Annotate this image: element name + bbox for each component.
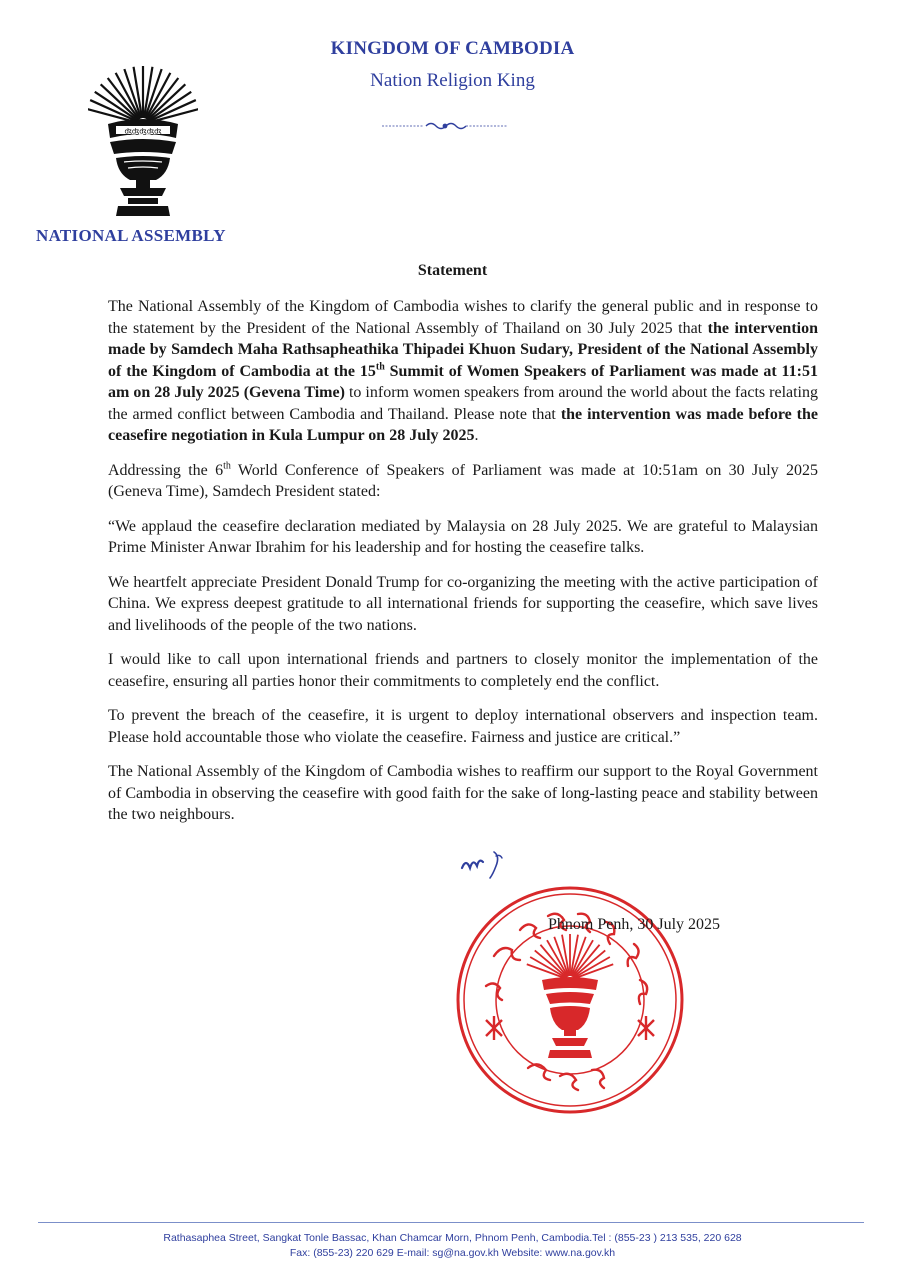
- paragraph-1: [108, 296, 818, 447]
- p1-bold-a: the intervention made by Samdech Maha Rathsapheathika Thipadei Khuon Sudary, President of the National Assembly of the Kingdom of Cambodia at the 15: [108, 319, 819, 380]
- paragraph-6: To prevent the breach of the ceasefire, it is urgent to deploy international observers and inspection team. Please hold accountable those who violate the ceasefire. Fairness and justice are critical.”: [108, 707, 818, 746]
- p1-text-c: to inform women speakers from around the world about the facts relating the armed conflict between Cambodia and Thailand. Please note that: [108, 384, 819, 423]
- p1-text-e: .: [474, 427, 479, 444]
- national-motto: Nation Religion King: [370, 70, 535, 91]
- p2-text-a: Addressing the 6: [108, 461, 224, 479]
- paragraph-5: I would like to call upon international friends and partners to closely monitor the implementation of the ceasefire, ensuring all parties honor their commitments to completely end the conflict.: [108, 651, 818, 690]
- statement-body: [108, 296, 818, 839]
- kingdom-title: KINGDOM OF CAMBODIA: [330, 38, 575, 59]
- footer-contact: Fax: (855-23) 220 629 E-mail: sg@na.gov.kh Website: www.na.gov.kh: [289, 1247, 616, 1259]
- paragraph-4: We heartfelt appreciate President Donald Trump for co-organizing the meeting with the active participation of China. We express deepest gratitude to all international friends for supporting the ceasefire, which save lives and livelihoods of the people of the two nations.: [108, 573, 818, 634]
- paragraph-3: “We applaud the ceasefire declaration mediated by Malaysia on 28 July 2025. We are grateful to Malaysian Prime Minister Anwar Ibrahim for his leadership and for hosting the ceasefire talks.: [108, 517, 818, 556]
- svg-text:ʤʤʤʤʤ: ʤʤʤʤʤ: [124, 127, 162, 136]
- paragraph-7: The National Assembly of the Kingdom of Cambodia wishes to reaffirm our support to the Royal Government of Cambodia in observing the ceasefire with good faith for the sake of long-lasting peace and stability between the two neighbours.: [108, 763, 818, 823]
- p1-bold-b: Summit of Women Speakers of Parliament was made at 11:51 am on 28 July 2025 (Gevena Time): [108, 362, 819, 401]
- statement-title: Statement: [417, 262, 488, 279]
- footer-divider: [38, 1222, 864, 1223]
- p2-superscript: th: [223, 460, 231, 472]
- p1-bold-c: the intervention was made before the ceasefire negotiation in Kula Lumpur on 28 July 2025: [108, 405, 818, 444]
- handwritten-initials-icon: [458, 846, 518, 880]
- ornament-divider-icon: [380, 118, 510, 134]
- p1-superscript: th: [375, 361, 385, 373]
- royal-emblem-icon: [88, 62, 198, 220]
- paragraph-2: [108, 460, 818, 503]
- p2-text-b: World Conference of Speakers of Parliament was made at 10:51am on 30 July 2025 (Geneva Time), Samdech President stated:: [108, 461, 818, 500]
- footer-address: Rathasaphea Street, Sangkat Tonle Bassac, Khan Chamcar Morn, Phnom Penh, Cambodia.Tel : (855-23 ) 213 535, 220 628: [163, 1232, 742, 1244]
- p1-text-a: The National Assembly of the Kingdom of Cambodia wishes to clarify the general public and in response to the statement by the President of the National Assembly of Thailand on 30 July 2025 that: [108, 298, 818, 337]
- national-assembly-label: NATIONAL ASSEMBLY: [36, 226, 226, 245]
- place-date-line: Phnom Penh, 30 July 2025: [548, 916, 721, 933]
